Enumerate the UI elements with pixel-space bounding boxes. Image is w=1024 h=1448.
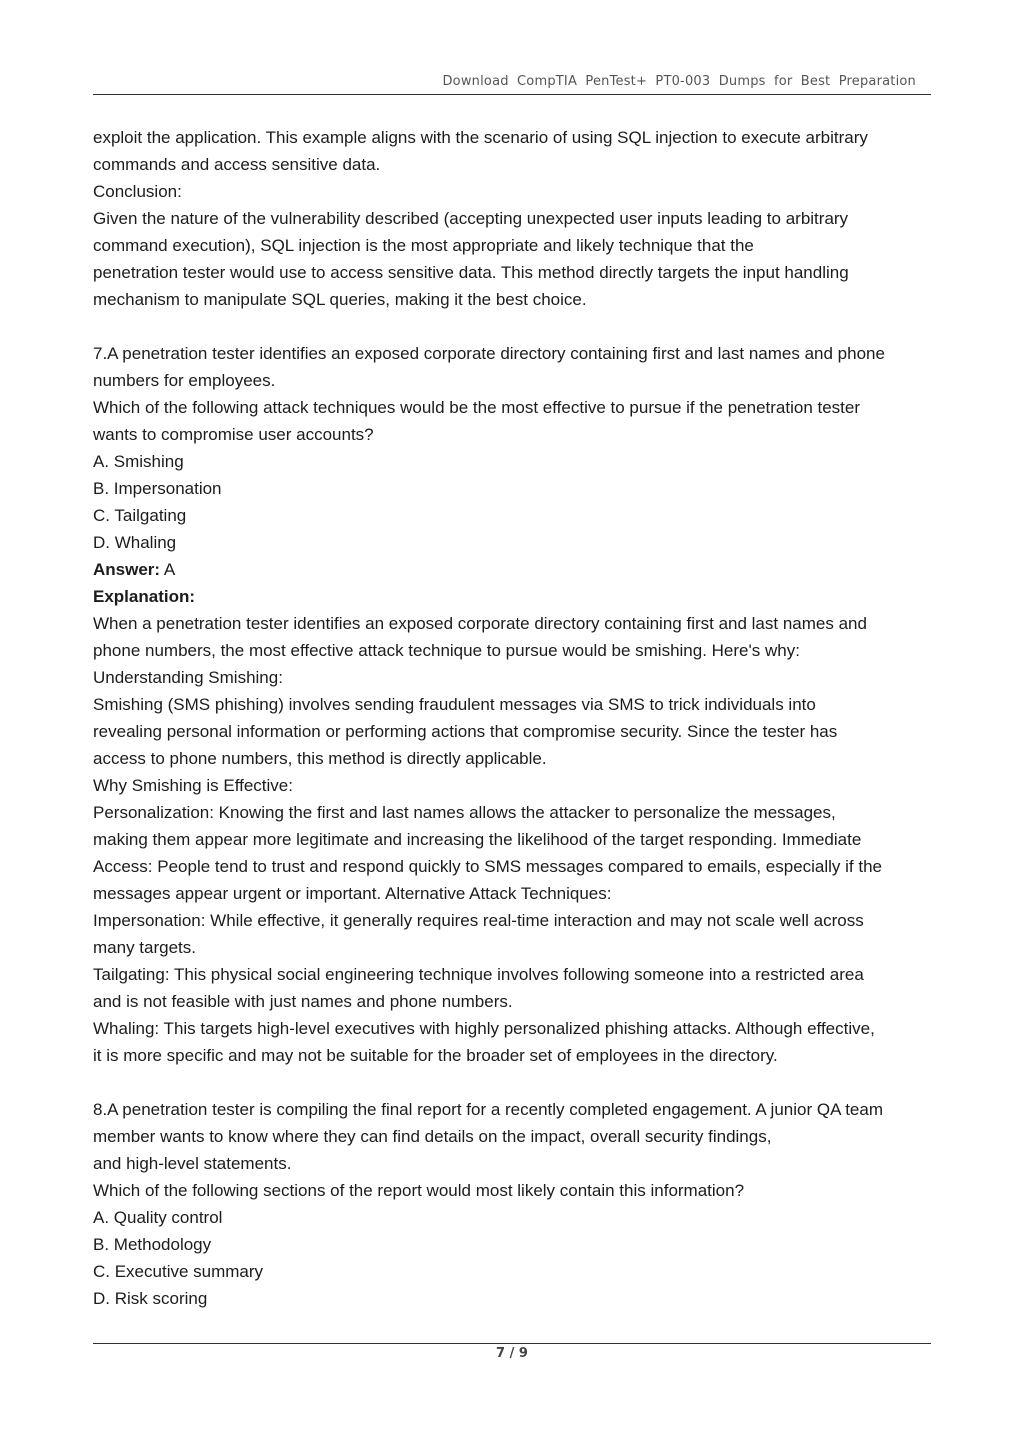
answer-line: [93, 556, 943, 583]
question-line: member wants to know where they can find details on the impact, overall security findings,: [93, 1127, 772, 1146]
spacer: [93, 313, 943, 340]
page-content: [93, 124, 943, 1312]
option-b: B. Impersonation: [93, 479, 222, 498]
explanation-line: revealing personal information or performing actions that compromise security. Since the tester has: [93, 722, 838, 741]
option-b: B. Methodology: [93, 1235, 212, 1254]
intro-section: [93, 124, 943, 313]
footer-divider: [93, 1343, 931, 1344]
explanation-line: Understanding Smishing:: [93, 668, 283, 687]
explanation-line: Whaling: This targets high-level executives with highly personalized phishing attacks. Although effective,: [93, 1019, 875, 1038]
explanation-line: Why Smishing is Effective:: [93, 776, 293, 795]
explanation-line: making them appear more legitimate and increasing the likelihood of the target responding. Immediate: [93, 830, 862, 849]
intro-line: commands and access sensitive data.: [93, 155, 381, 174]
explanation-line: access to phone numbers, this method is directly applicable.: [93, 749, 547, 768]
explanation-line: phone numbers, the most effective attack technique to pursue would be smishing. Here's why:: [93, 641, 800, 660]
explanation-line: Access: People tend to trust and respond quickly to SMS messages compared to emails, especially if the: [93, 857, 883, 876]
explanation-line: Tailgating: This physical social engineering technique involves following someone into a restricted area: [93, 965, 864, 984]
option-d: D. Whaling: [93, 533, 177, 552]
option-d: D. Risk scoring: [93, 1289, 208, 1308]
question-line: and high-level statements.: [93, 1154, 292, 1173]
explanation-line: Impersonation: While effective, it generally requires real-time interaction and may not scale well across: [93, 911, 864, 930]
answer-label: Answer:: [93, 560, 161, 579]
intro-line: mechanism to manipulate SQL queries, making it the best choice.: [93, 290, 587, 309]
intro-line: Given the nature of the vulnerability described (accepting unexpected user inputs leading to arbitrary: [93, 209, 849, 228]
explanation-line: messages appear urgent or important. Alternative Attack Techniques:: [93, 884, 612, 903]
explanation-line: Smishing (SMS phishing) involves sending fraudulent messages via SMS to trick individuals into: [93, 695, 816, 714]
intro-line: exploit the application. This example aligns with the scenario of using SQL injection to execute arbitrary: [93, 128, 868, 147]
question-line: wants to compromise user accounts?: [93, 425, 374, 444]
explanation-line: many targets.: [93, 938, 196, 957]
explanation-line: and is not feasible with just names and phone numbers.: [93, 992, 513, 1011]
spacer: [93, 1069, 943, 1096]
option-c: C. Executive summary: [93, 1262, 264, 1281]
question-line: 7.A penetration tester identifies an exposed corporate directory containing first and last names and phone: [93, 344, 885, 363]
explanation-label: Explanation:: [93, 587, 196, 606]
intro-line: command execution), SQL injection is the most appropriate and likely technique that the: [93, 236, 754, 255]
question-7: [93, 340, 943, 1069]
explanation-line: When a penetration tester identifies an exposed corporate directory containing first and last names and: [93, 614, 867, 633]
option-a: A. Quality control: [93, 1208, 223, 1227]
explanation-line: it is more specific and may not be suitable for the broader set of employees in the directory.: [93, 1046, 778, 1065]
answer-value: A: [160, 560, 176, 579]
question-line: 8.A penetration tester is compiling the final report for a recently completed engagement. A junior QA team: [93, 1100, 884, 1119]
intro-line: penetration tester would use to access sensitive data. This method directly targets the input handling: [93, 263, 849, 282]
question-line: Which of the following sections of the report would most likely contain this information?: [93, 1181, 745, 1200]
intro-line: Conclusion:: [93, 182, 182, 201]
question-line: Which of the following attack techniques would be the most effective to pursue if the penetration tester: [93, 398, 861, 417]
question-line: numbers for employees.: [93, 371, 276, 390]
page-header-title: Download CompTIA PenTest+ PT0-003 Dumps for Best Preparation: [442, 74, 916, 89]
option-c: C. Tailgating: [93, 506, 187, 525]
explanation-line: Personalization: Knowing the first and last names allows the attacker to personalize the messages,: [93, 803, 836, 822]
option-a: A. Smishing: [93, 452, 184, 471]
question-8: [93, 1096, 943, 1312]
header-divider: [93, 94, 931, 95]
page-number: 7 / 9: [496, 1346, 528, 1361]
